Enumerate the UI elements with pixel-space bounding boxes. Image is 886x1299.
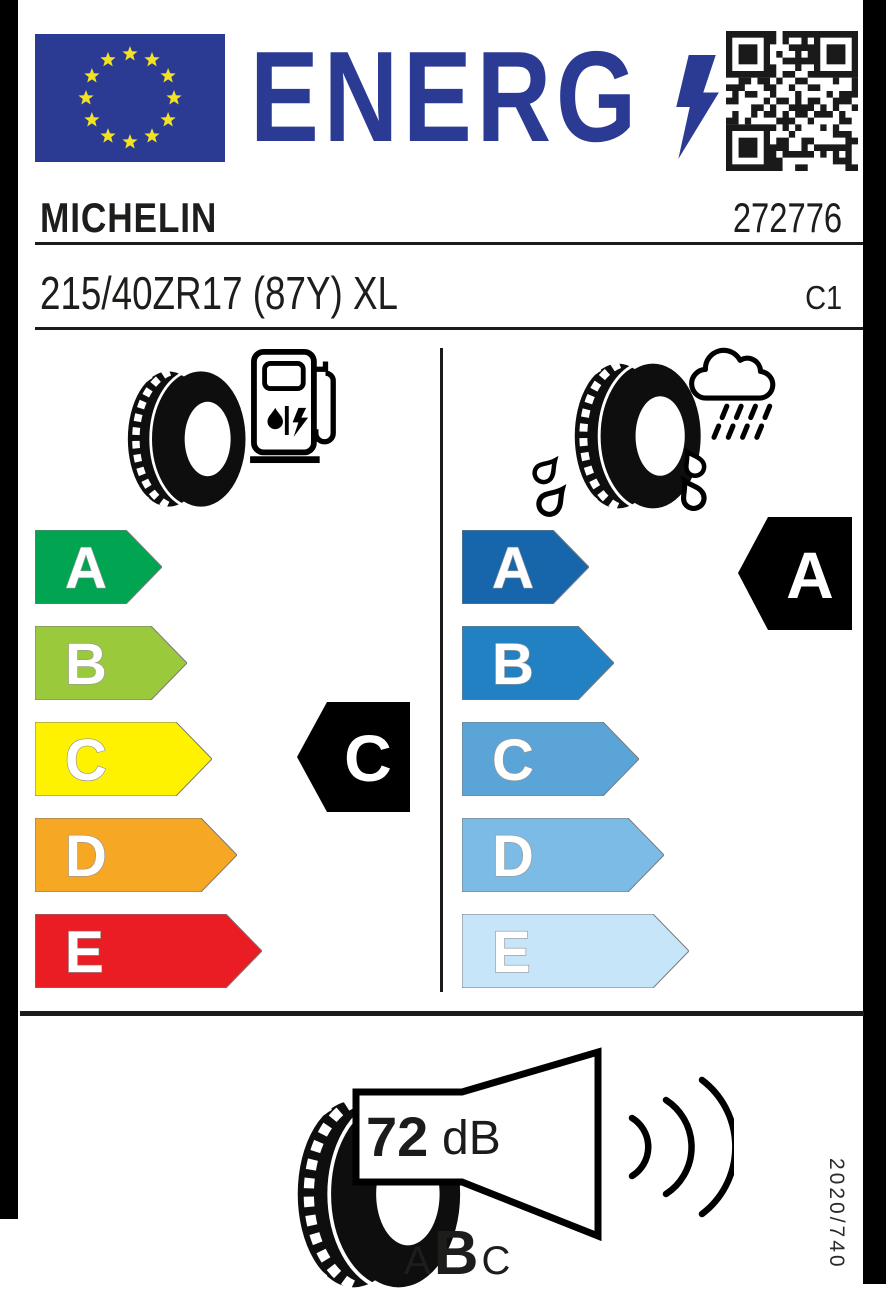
fuel-class-letter: B <box>65 632 107 697</box>
wet-class-letter: B <box>492 632 534 697</box>
fuel-class-arrow-d <box>35 818 237 892</box>
rain-lines <box>713 406 770 441</box>
wet-class-arrow-a <box>462 530 589 604</box>
fuel-class-letter: D <box>65 824 107 889</box>
brand-row <box>40 194 842 242</box>
scale-divider <box>440 348 443 992</box>
tire-size: 215/40ZR17 (87Y) XL <box>40 267 398 319</box>
wet-class-arrow-e <box>462 914 689 988</box>
wet-rating-letter: A <box>786 538 834 612</box>
tyre-class-label: C1 <box>804 279 842 316</box>
fuel-rating-letter: C <box>344 721 392 795</box>
wet-class-letter: C <box>492 728 534 793</box>
fuel-class-letter: E <box>65 920 104 985</box>
fuel-class-arrow-a <box>35 530 162 604</box>
fuel-class-arrow-e <box>35 914 262 988</box>
qr-code <box>726 31 858 171</box>
rain-cloud-icon <box>684 344 786 448</box>
separator-rule-3 <box>20 1011 864 1016</box>
fuel-tire-icon <box>124 368 248 510</box>
noise-rating-letter: B <box>433 1219 479 1288</box>
wet-rating-indicator <box>738 517 852 630</box>
right-border-bar <box>863 0 886 1284</box>
wet-class-arrow-b <box>462 626 614 700</box>
noise-class-letters <box>404 1218 510 1289</box>
fuel-class-letter: A <box>65 536 107 601</box>
brand-name: MICHELIN <box>40 194 218 241</box>
loudspeaker-icon <box>350 1044 608 1244</box>
fuel-class-arrow-c <box>35 722 212 796</box>
left-border-bar <box>0 0 18 1219</box>
regulation-number: 2020/740 <box>825 1158 848 1270</box>
energy-logo-text: ENERG <box>250 25 641 169</box>
separator-rule-2 <box>35 327 863 330</box>
noise-class-c: C <box>481 1239 511 1283</box>
wet-class-arrow-d <box>462 818 664 892</box>
energy-wordmark <box>250 25 721 169</box>
lightning-bolt-icon <box>671 55 721 159</box>
fuel-class-letter: C <box>65 728 107 793</box>
fuel-class-arrow-b <box>35 626 187 700</box>
size-row <box>40 266 842 320</box>
eu-flag <box>35 34 225 162</box>
fuel-pump-icon <box>250 348 342 464</box>
wet-class-letter: D <box>492 824 534 889</box>
wet-class-arrow-c <box>462 722 639 796</box>
wet-class-letter: E <box>492 920 531 985</box>
separator-rule-1 <box>35 242 863 245</box>
noise-value: 72 <box>366 1105 429 1168</box>
noise-unit: dB <box>442 1112 501 1165</box>
fuel-rating-indicator <box>297 702 410 812</box>
noise-class-a: A <box>404 1239 431 1283</box>
article-number: 272776 <box>732 194 842 241</box>
water-splash-icon <box>522 448 718 520</box>
wet-class-letter: A <box>492 536 534 601</box>
sound-waves-icon <box>622 1056 734 1232</box>
